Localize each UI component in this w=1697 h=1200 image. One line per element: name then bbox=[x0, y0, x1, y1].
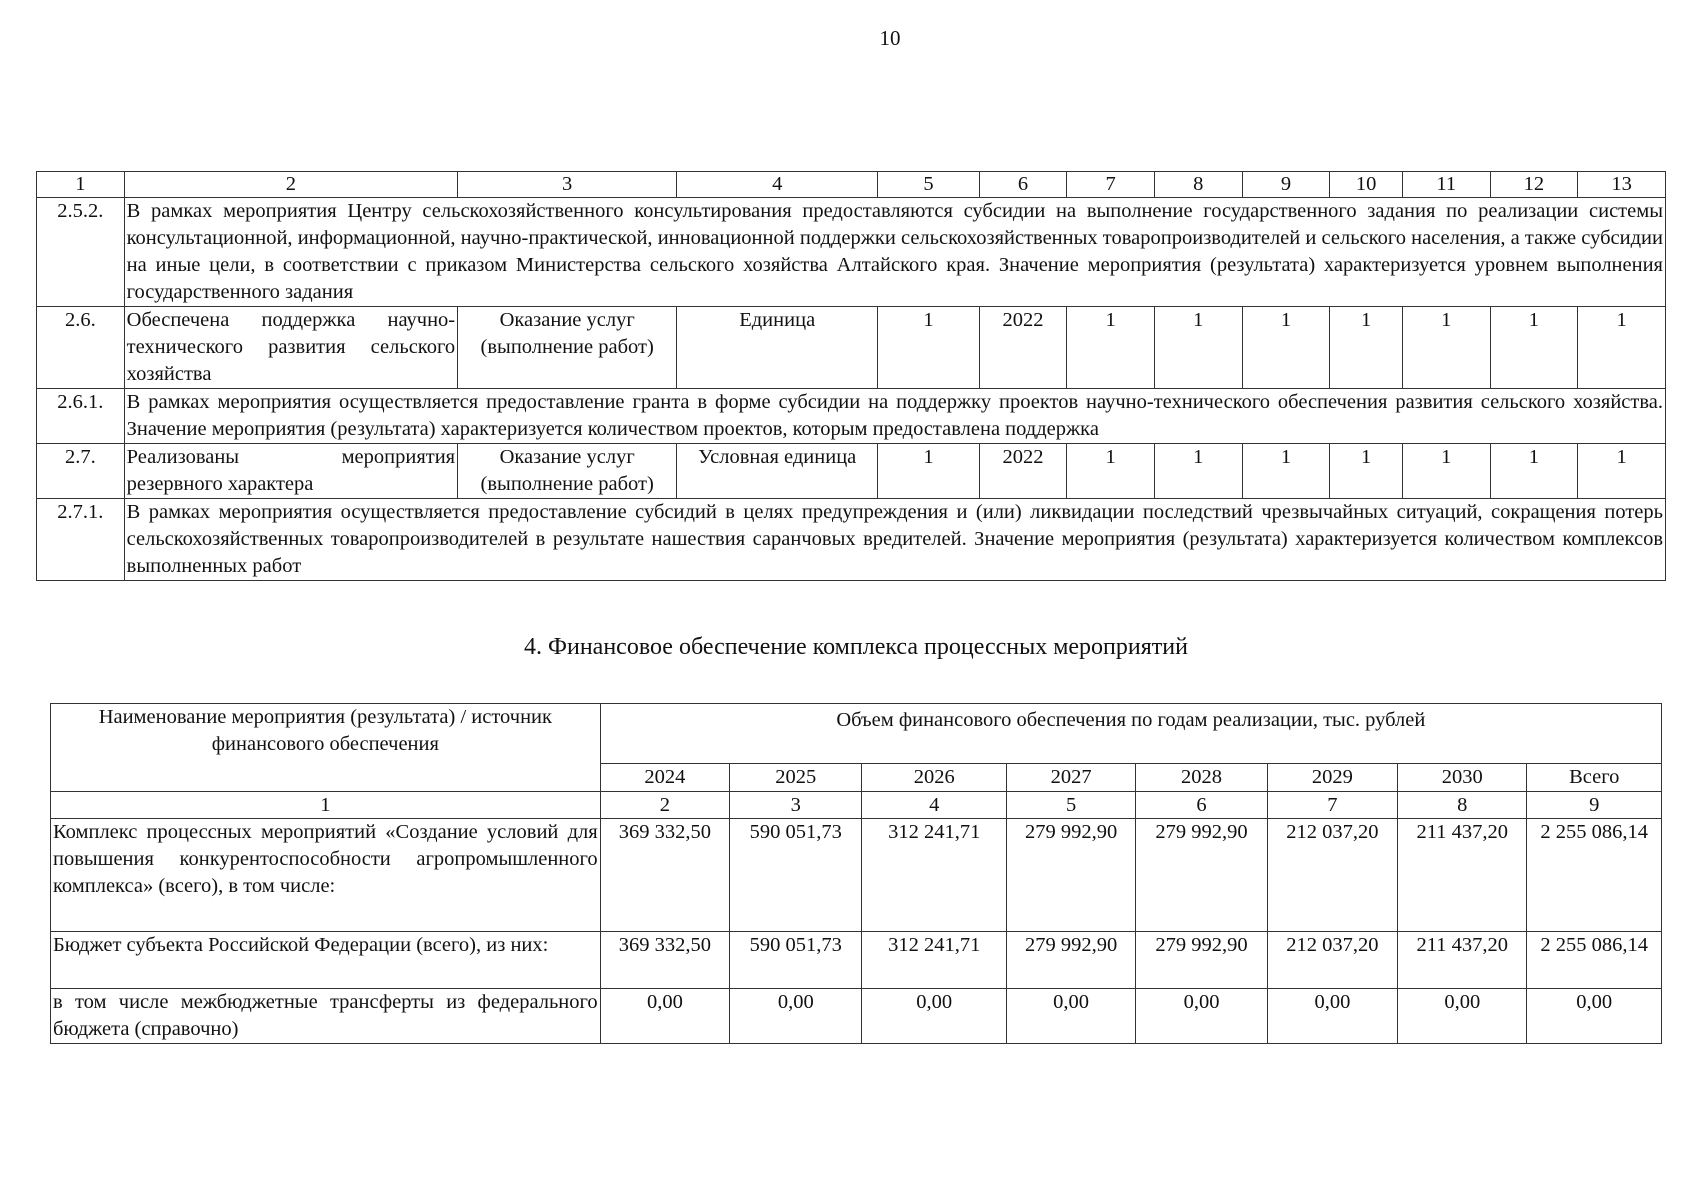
cell-value: 1 bbox=[1402, 307, 1490, 389]
result-name: Обеспечена поддержка научно-технического развития сельского хозяйства bbox=[124, 307, 457, 389]
financing-table bbox=[50, 703, 1662, 1044]
cell-value: 1 bbox=[1578, 444, 1666, 499]
year-header: 2028 bbox=[1136, 764, 1267, 792]
cell-value: 1 bbox=[1490, 307, 1578, 389]
column-number: 7 bbox=[1067, 172, 1155, 198]
financing-source-name: Бюджет субъекта Российской Федерации (всего), из них: bbox=[51, 932, 601, 989]
column-number: 11 bbox=[1402, 172, 1490, 198]
amount-cell: 279 992,90 bbox=[1136, 932, 1267, 989]
cell-value: 1 bbox=[1154, 444, 1242, 499]
column-number: 1 bbox=[51, 792, 601, 819]
row-description: В рамках мероприятия Центру сельскохозяйственного консультирования предоставляются субсидии на выполнение государственного задания по реализации системы консультационной, информационной, научно-практической, инновационной поддержки сельскохозяйственных товаропроизводителей и сельского населения, а также субсидии на иные цели, в соответствии с приказом Министерства сельского хозяйства Алтайского края. Значение мероприятия (результата) характеризуется уровнем выполнения государственного задания bbox=[124, 198, 1665, 307]
amount-cell: 312 241,71 bbox=[862, 819, 1006, 932]
unit: Единица bbox=[677, 307, 878, 389]
amount-cell: 369 332,50 bbox=[600, 932, 729, 989]
cell-value: 1 bbox=[1067, 444, 1155, 499]
unit: Условная единица bbox=[677, 444, 878, 499]
table-row bbox=[37, 499, 1666, 581]
cell-value: 1 bbox=[878, 307, 980, 389]
amount-cell: 0,00 bbox=[862, 989, 1006, 1044]
cell-value: 1 bbox=[1154, 307, 1242, 389]
amount-cell: 590 051,73 bbox=[730, 932, 862, 989]
row-code: 2.5.2. bbox=[37, 198, 125, 307]
amount-cell: 0,00 bbox=[1398, 989, 1527, 1044]
amount-cell: 212 037,20 bbox=[1267, 819, 1397, 932]
column-number: 10 bbox=[1330, 172, 1403, 198]
row-description: В рамках мероприятия осуществляется предоставление гранта в форме субсидии на поддержку проектов научно-технического обеспечения развития сельского хозяйства. Значение мероприятия (результата) характеризуется количеством проектов, которым предоставлена поддержка bbox=[124, 389, 1665, 444]
table-row bbox=[51, 932, 1662, 989]
column-number: 13 bbox=[1578, 172, 1666, 198]
column-number: 9 bbox=[1242, 172, 1330, 198]
column-number: 8 bbox=[1154, 172, 1242, 198]
cell-value: 1 bbox=[1490, 444, 1578, 499]
amount-cell: 0,00 bbox=[600, 989, 729, 1044]
column-number: 2 bbox=[124, 172, 457, 198]
financing-source-name: Комплекс процессных мероприятий «Создание условий для повышения конкурентоспособности агропромышленного комплекса» (всего), в том числе: bbox=[51, 819, 601, 932]
total-header: Всего bbox=[1527, 764, 1662, 792]
section-title: 4. Финансовое обеспечение комплекса процессных мероприятий bbox=[524, 634, 1188, 660]
amount-cell: 312 241,71 bbox=[862, 932, 1006, 989]
row-code: 2.6.1. bbox=[37, 389, 125, 444]
amount-cell: 590 051,73 bbox=[730, 819, 862, 932]
table-row bbox=[37, 307, 1666, 389]
cell-value: 1 bbox=[1242, 444, 1330, 499]
cell-value: 1 bbox=[1067, 307, 1155, 389]
table-row bbox=[37, 389, 1666, 444]
year-header: 2025 bbox=[730, 764, 862, 792]
column-number: 7 bbox=[1267, 792, 1397, 819]
cell-value: 1 bbox=[1330, 307, 1403, 389]
column-numbers-row bbox=[51, 792, 1662, 819]
column-number: 1 bbox=[37, 172, 125, 198]
year-header: 2024 bbox=[600, 764, 729, 792]
result-type: Оказание услуг (выполнение работ) bbox=[458, 444, 677, 499]
amount-cell: 0,00 bbox=[730, 989, 862, 1044]
year-header: 2030 bbox=[1398, 764, 1527, 792]
cell-value: 1 bbox=[1578, 307, 1666, 389]
table-header-row bbox=[51, 704, 1662, 764]
year-header: 2029 bbox=[1267, 764, 1397, 792]
column-number: 4 bbox=[862, 792, 1006, 819]
name-column-header: Наименование мероприятия (результата) / источник финансового обеспечения bbox=[51, 704, 601, 792]
total-amount-cell: 0,00 bbox=[1527, 989, 1662, 1044]
table-header-row bbox=[37, 172, 1666, 198]
table-row bbox=[51, 989, 1662, 1044]
amount-cell: 0,00 bbox=[1267, 989, 1397, 1044]
amount-cell: 211 437,20 bbox=[1398, 932, 1527, 989]
column-number: 12 bbox=[1490, 172, 1578, 198]
column-number: 3 bbox=[458, 172, 677, 198]
amount-cell: 211 437,20 bbox=[1398, 819, 1527, 932]
cell-value: 1 bbox=[1330, 444, 1403, 499]
amount-cell: 212 037,20 bbox=[1267, 932, 1397, 989]
cell-value: 1 bbox=[878, 444, 980, 499]
year-header: 2027 bbox=[1006, 764, 1135, 792]
page-number: 10 bbox=[879, 26, 901, 50]
column-number: 9 bbox=[1527, 792, 1662, 819]
amount-cell: 279 992,90 bbox=[1136, 819, 1267, 932]
column-number: 5 bbox=[878, 172, 980, 198]
column-number: 6 bbox=[1136, 792, 1267, 819]
volume-column-header: Объем финансового обеспечения по годам реализации, тыс. рублей bbox=[600, 704, 1661, 764]
indicators-table bbox=[36, 171, 1666, 581]
column-number: 4 bbox=[677, 172, 878, 198]
row-code: 2.7. bbox=[37, 444, 125, 499]
cell-value: 1 bbox=[1402, 444, 1490, 499]
amount-cell: 369 332,50 bbox=[600, 819, 729, 932]
result-name: Реализованы мероприятия резервного характера bbox=[124, 444, 457, 499]
table-row bbox=[37, 444, 1666, 499]
amount-cell: 279 992,90 bbox=[1006, 819, 1135, 932]
cell-value: 2022 bbox=[979, 444, 1067, 499]
row-code: 2.6. bbox=[37, 307, 125, 389]
total-amount-cell: 2 255 086,14 bbox=[1527, 819, 1662, 932]
row-description: В рамках мероприятия осуществляется предоставление субсидий в целях предупреждения и (или) ликвидации последствий чрезвычайных ситуаций, сокращения потерь сельскохозяйственных товаропроизводителей в результате нашествия саранчовых вредителей. Значение мероприятия (результата) характеризуется количеством комплексов выполненных работ bbox=[124, 499, 1665, 581]
amount-cell: 0,00 bbox=[1006, 989, 1135, 1044]
amount-cell: 279 992,90 bbox=[1006, 932, 1135, 989]
row-code: 2.7.1. bbox=[37, 499, 125, 581]
column-number: 3 bbox=[730, 792, 862, 819]
column-number: 8 bbox=[1398, 792, 1527, 819]
cell-value: 2022 bbox=[979, 307, 1067, 389]
column-number: 2 bbox=[600, 792, 729, 819]
table-row bbox=[37, 198, 1666, 307]
column-number: 6 bbox=[979, 172, 1067, 198]
financing-source-name: в том числе межбюджетные трансферты из федерального бюджета (справочно) bbox=[51, 989, 601, 1044]
result-type: Оказание услуг (выполнение работ) bbox=[458, 307, 677, 389]
amount-cell: 0,00 bbox=[1136, 989, 1267, 1044]
year-header: 2026 bbox=[862, 764, 1006, 792]
table-row bbox=[51, 819, 1662, 932]
column-number: 5 bbox=[1006, 792, 1135, 819]
total-amount-cell: 2 255 086,14 bbox=[1527, 932, 1662, 989]
cell-value: 1 bbox=[1242, 307, 1330, 389]
